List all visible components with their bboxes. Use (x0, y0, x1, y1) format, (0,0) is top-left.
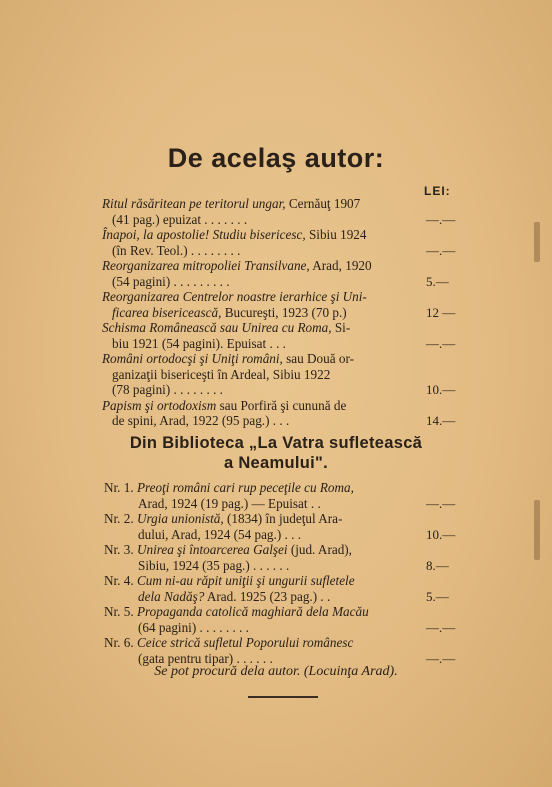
entry-text: de spini, Arad, 1922 (95 pag.) . . . (112, 413, 290, 428)
entry-text: Arad, 1924 (19 pag.) — Epuisat . . (138, 495, 321, 511)
entry-line (104, 573, 462, 589)
price-value: 10.— (426, 382, 456, 397)
entry-title-text: ficarea bisericească, (112, 304, 222, 320)
entry-line (102, 258, 462, 274)
entry-text: (54 pagini) . . . . . . . . . (112, 273, 230, 289)
entry-text: Cernăuţ 1907 (285, 196, 361, 211)
entry-text: Sibiu, 1924 (35 pag.) . . . . . . (138, 557, 290, 573)
entry-text: Arad, 1920 (309, 258, 372, 273)
series-entry (104, 542, 462, 573)
entry-line (104, 527, 462, 543)
work-entry (102, 320, 462, 351)
entry-text: (în Rev. Teol.) . . . . . . . . (112, 242, 241, 258)
entry-line (102, 212, 462, 228)
entry-text: sau Două or- (282, 351, 355, 366)
entry-text: Si- (331, 320, 351, 335)
price-value: —.— (426, 650, 456, 666)
entry-text: biu 1921 (54 pagini). Epuisat . . . (112, 335, 286, 351)
series-list (104, 480, 462, 666)
entry-title-text: dela Nadăş? (138, 588, 205, 604)
price-value: 12 — (426, 304, 456, 320)
work-entry (102, 258, 462, 289)
entry-text: (78 pagini) . . . . . . . . (112, 382, 223, 397)
entry-line (102, 413, 462, 429)
entry-title-text: Unirea şi întoarcerea Galşei (136, 542, 288, 557)
work-entry (102, 227, 462, 258)
entry-title-text: Urgia unionistă, (136, 511, 224, 526)
entry-text: Nr. 5. (104, 604, 137, 619)
price-value: —.— (426, 242, 456, 258)
entry-line (102, 367, 462, 383)
series-title-line-1: Din Biblioteca „La Vatra sufletească (129, 434, 423, 452)
entry-title-text: Români ortodocşi şi Uniţi români, (102, 351, 283, 366)
price-value: 14.— (426, 413, 456, 428)
entry-line (102, 305, 462, 321)
work-entry (102, 398, 462, 429)
entry-line (102, 243, 462, 259)
entry-line (104, 558, 462, 574)
price-value: —.— (426, 619, 456, 635)
entry-line (102, 274, 462, 290)
price-value: —.— (426, 495, 456, 511)
entry-line (104, 480, 462, 496)
entry-title-text: Schisma Românească sau Unirea cu Roma, (102, 320, 332, 335)
entry-title-text: Reorganizarea Centrelor noastre ierarhice şi Uni- (102, 289, 367, 304)
entry-title-text: Ritul răsăritean pe teritorul ungar, (102, 196, 286, 211)
entry-line (102, 320, 462, 336)
entry-line (102, 196, 462, 212)
entry-title-text: Propaganda catolică maghiară dela Macău (136, 604, 369, 619)
entry-line (104, 589, 462, 605)
entry-line (102, 227, 462, 243)
entry-line (104, 496, 462, 512)
entry-text: Sibiu 1924 (305, 227, 367, 242)
price-value: 8.— (426, 557, 449, 573)
entry-title-text: Cum ni-au răpit uniţii şi ungurii sufletele (136, 573, 355, 588)
entry-line (104, 635, 462, 651)
entry-text: (64 pagini) . . . . . . . . (138, 619, 249, 635)
work-entry (102, 196, 462, 227)
entry-text: dului, Arad, 1924 (54 pag.) . . . (138, 526, 301, 542)
entry-line (102, 336, 462, 352)
series-entry (104, 511, 462, 542)
entry-title-text: Preoţi români cari rup peceţile cu Roma, (136, 480, 354, 495)
entry-text: (41 pag.) epuizat . . . . . . . (112, 211, 248, 227)
series-entry (104, 635, 462, 666)
entry-title-text: Papism şi ortodoxism (102, 397, 217, 413)
series-entry (104, 480, 462, 511)
entry-text: (gata pentru tipar) . . . . . . (138, 650, 273, 666)
paper-stain (534, 222, 540, 262)
series-entry (104, 573, 462, 604)
entry-text: (1834) în judeţul Ara- (223, 511, 343, 526)
work-entry (102, 351, 462, 398)
series-entry (104, 604, 462, 635)
entry-line (104, 620, 462, 636)
series-title (0, 433, 552, 473)
entry-line (104, 542, 462, 558)
entry-line (102, 398, 462, 414)
entry-text: Nr. 2. (104, 511, 137, 526)
entry-text: Nr. 4. (104, 573, 137, 588)
page-title: De acelaş autor: (167, 143, 385, 173)
works-list (102, 196, 462, 429)
entry-text: Nr. 1. (104, 480, 137, 495)
price-value: 5.— (426, 273, 449, 289)
work-entry (102, 289, 462, 320)
entry-text: Nr. 3. (104, 542, 137, 557)
entry-text: Nr. 6. (104, 635, 137, 650)
price-value: —.— (426, 335, 456, 351)
entry-line (104, 604, 462, 620)
paper-stain (534, 500, 540, 560)
footer-note: Se pot procură dela autor. (Locuinţa Arad). (154, 664, 398, 679)
entry-text: (jud. Arad), (287, 542, 352, 557)
entry-text: Arad. 1925 (23 pag.) . . (204, 588, 331, 604)
entry-line (102, 351, 462, 367)
divider-rule (248, 696, 318, 698)
price-value: —.— (426, 211, 456, 227)
price-column-header: LEI: (424, 184, 451, 198)
series-title-line-2: a Neamului". (223, 454, 329, 472)
entry-line (104, 511, 462, 527)
entry-text: Bucureşti, 1923 (70 p.) (221, 304, 347, 320)
entry-line (102, 289, 462, 305)
price-value: 5.— (426, 588, 449, 604)
entry-title-text: Ceice strică sufletul Poporului românesc (136, 635, 354, 650)
price-value: 10.— (426, 526, 456, 542)
entry-title-text: Înapoi, la apostolie! Studiu bisericesc, (102, 227, 306, 242)
entry-title-text: Reorganizarea mitropoliei Transilvane, (102, 258, 310, 273)
entry-text: sau Porfiră şi cunună de (216, 397, 347, 413)
entry-line (102, 382, 462, 398)
entry-text: ganizaţii bisericeşti în Ardeal, Sibiu 1922 (112, 366, 331, 382)
